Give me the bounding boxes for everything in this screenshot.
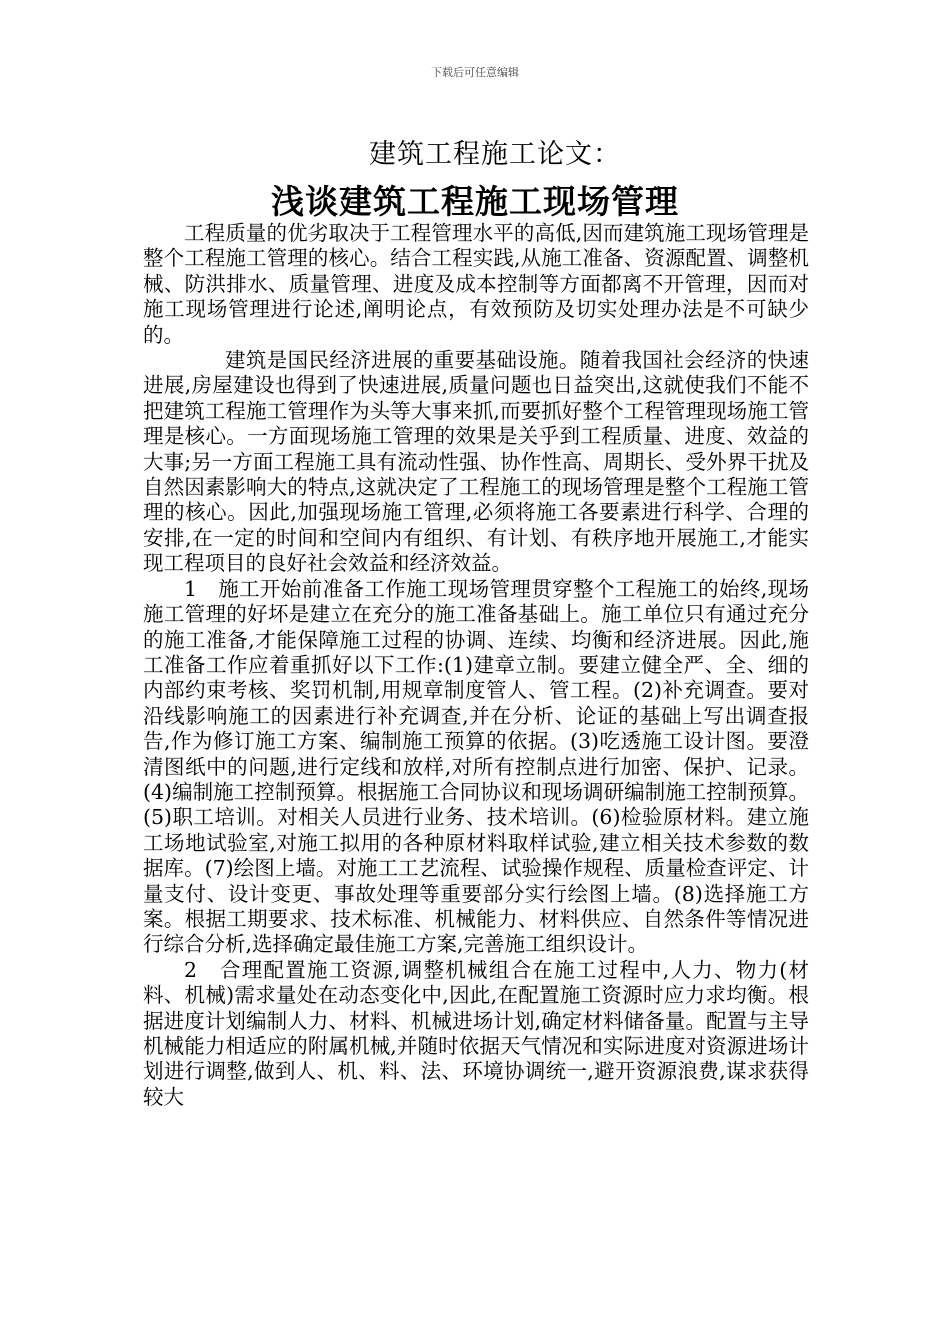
paragraph-introduction: 建筑是国民经济进展的重要基础设施。随着我国社会经济的快速进展,房屋建设也得到了快速进展,质量问题也日益突出,这就使我们不能不把建筑工程施工管理作为头等大事来抓,而要抓好整个工程管理现场施工管理是核心。一方面现场施工管理的效果是关乎到工程质量、进度、效益的大事;另一方面工程施工具有流动性强、协作性高、周期长、受外界干扰及自然因素影响大的特点,这就决定了工程施工的现场管理是整个工程施工管理的核心。因此,加强现场施工管理,必须将施工各要素进行科学、合理的安排,在一定的时间和空间内有组织、有计划、有秩序地开展施工,才能实现工程项目的良好社会效益和经济效益。: [143, 348, 809, 576]
paragraph-abstract: 工程质量的优劣取决于工程管理水平的高低,因而建筑施工现场管理是整个工程施工管理的核心。结合工程实践,从施工准备、资源配置、调整机械、防洪排水、质量管理、进度及成本控制等方面都离不开管理，因而对施工现场管理进行论述,阐明论点，有效预防及切实处理办法是不可缺少的。: [143, 221, 809, 347]
document-body: [143, 221, 809, 1110]
document-title: 浅谈建筑工程施工现场管理: [271, 182, 679, 221]
header-note: 下载后可任意编辑: [431, 66, 519, 79]
document-subtitle: 建筑工程施工论文：: [369, 139, 621, 170]
paragraph-section-2: 2 合理配置施工资源,调整机械组合在施工过程中,人力、物力(材料、机械)需求量处在动态变化中,因此,在配置施工资源时应力求均衡。根据进度计划编制人力、材料、机械进场计划,确定材料储备量。配置与主导机械能力相适应的附属机械,并随时依据天气情况和实际进度对资源进场计划进行调整,做到人、机、料、法、环境协调统一,避开资源浪费,谋求获得较大: [143, 957, 809, 1109]
paragraph-section-1: 1 施工开始前准备工作施工现场管理贯穿整个工程施工的始终,现场施工管理的好坏是建立在充分的施工准备基础上。施工单位只有通过充分的施工准备,才能保障施工过程的协调、连续、均衡和经济进展。因此,施工准备工作应着重抓好以下工作:(1)建章立制。要建立健全严、全、细的内部约束考核、奖罚机制,用规章制度管人、管工程。(2)补充调查。要对沿线影响施工的因素进行补充调查,并在分析、论证的基础上写出调查报告,作为修订施工方案、编制施工预算的依据。(3)吃透施工设计图。要澄清图纸中的问题,进行定线和放样,对所有控制点进行加密、保护、记录。(4)编制施工控制预算。根据施工合同协议和现场调研编制施工控制预算。(5)职工培训。对相关人员进行业务、技术培训。(6)检验原材料。建立施工场地试验室,对施工拟用的各种原材料取样试验,建立相关技术参数的数据库。(7)绘图上墙。对施工工艺流程、试验操作规程、质量检查评定、计量支付、设计变更、事故处理等重要部分实行绘图上墙。(8)选择施工方案。根据工期要求、技术标准、机械能力、材料供应、自然条件等情况进行综合分析,选择确定最佳施工方案,完善施工组织设计。: [143, 576, 809, 957]
